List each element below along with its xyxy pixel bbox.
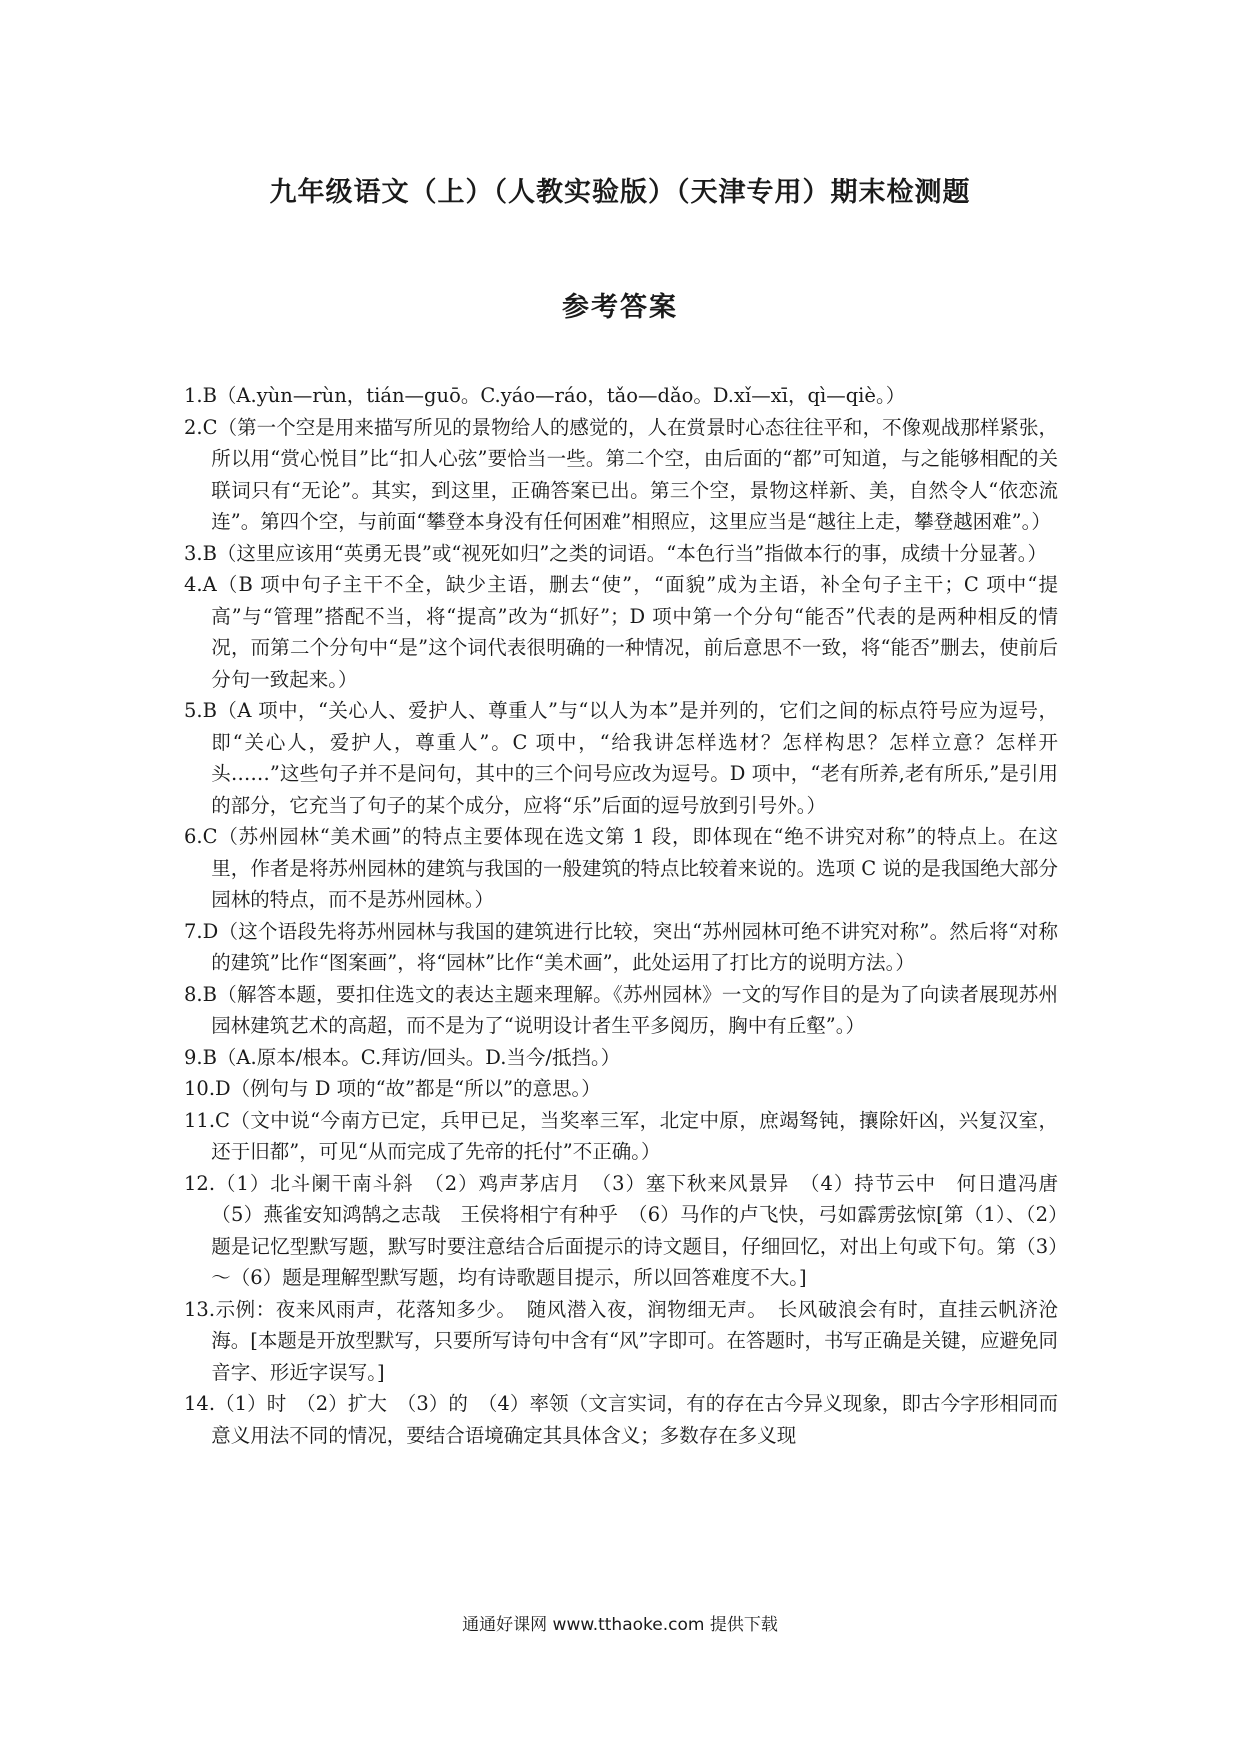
answer-item-8: 8.B（解答本题，要扣住选文的表达主题来理解。《苏州园林》一文的写作目的是为了向读者展现苏州园林建筑艺术的高超，而不是为了“说明设计者生平多阅历，胸中有丘壑”。） [184, 982, 1058, 1037]
answer-item-3: 3.B（这里应该用“英勇无畏”或“视死如归”之类的词语。“本色行当”指做本行的事，成绩十分显著。） [184, 541, 1047, 565]
document-subtitle: 参考答案 [562, 292, 678, 323]
answer-item-6: 6.C（苏州园林“美术画”的特点主要体现在选文第 1 段，即体现在“绝不讲究对称”的特点上。在这里，作者是将苏州园林的建筑与我国的一般建筑的特点比较着来说的。选项 C 说的是我国绝大部分园林的特点，而不是苏州园林。） [184, 825, 1058, 911]
answer-item-5: 5.B（A 项中，“关心人、爱护人、尊重人”与“以人为本”是并列的，它们之间的标点符号应为逗号，即“关心人，爱护人，尊重人”。C 项中，“给我讲怎样选材？怎样构思？怎样立意？怎样开头……”这些句子并不是问句，其中的三个问号应改为逗号。D 项中，“老有所养,老有所乐,”是引用的部分，它充当了句子的某个成分，应将“乐”后面的逗号放到引号外。） [184, 699, 1058, 817]
answer-item-14: 14.（1）时 （2）扩大 （3）的 （4）率领（文言实词，有的存在古今异义现象，即古今字形相同而意义用法不同的情况，要结合语境确定其具体含义；多数存在多义现 [184, 1392, 1058, 1447]
answer-item-9: 9.B（A.原本/根本。C.拜访/回头。D.当今/抵挡。） [184, 1045, 621, 1069]
answer-item-4: 4.A（B 项中句子主干不全，缺少主语，删去“使”，“面貌”成为主语，补全句子主干；C 项中“提高”与“管理”搭配不当，将“提高”改为“抓好”；D 项中第一个分句“能否”代表的是两种相反的情况，而第二个分句中“是”这个词代表很明确的一种情况，前后意思不一致，将“能否”删去，使前后分句一致起来。） [184, 573, 1058, 691]
answer-item-2: 2.C（第一个空是用来描写所见的景物给人的感觉的，人在赏景时心态往往平和，不像观战那样紧张，所以用“赏心悦目”比“扣人心弦”要恰当一些。第二个空，由后面的“都”可知道，与之能够相配的关联词只有“无论”。其实，到这里，正确答案已出。第三个空，景物这样新、美，自然令人“依恋流连”。第四个空，与前面“攀登本身没有任何困难”相照应，这里应当是“越往上走，攀登越困难”。） [184, 415, 1058, 533]
answer-item-1: 1.B（A.yùn—rùn，tián—guō。C.yáo—ráo，tǎo—dǎo。D.xǐ—xī，qì—qiè。） [184, 384, 906, 407]
document-title: 九年级语文（上）（人教实验版）（天津专用）期末检测题 [269, 177, 971, 208]
answer-item-13: 13.示例：夜来风雨声，花落知多少。 随风潜入夜，润物细无声。 长风破浪会有时，直挂云帆济沧海。[本题是开放型默写，只要所写诗句中含有“风”字即可。在答题时，书写正确是关键，应避免同音字、形近字误写。] [184, 1297, 1058, 1384]
page-footer: 通通好课网 www.tthaoke.com 提供下载 [462, 1615, 778, 1635]
answer-list [184, 380, 1078, 1451]
answer-item-11: 11.C（文中说“今南方已定，兵甲已足，当奖率三军，北定中原，庶竭驽钝，攘除奸凶，兴复汉室，还于旧都”，可见“从而完成了先帝的托付”不正确。） [184, 1108, 1058, 1163]
answer-item-10: 10.D（例句与 D 项的“故”都是“所以”的意思。） [184, 1077, 601, 1100]
answer-item-7: 7.D（这个语段先将苏州园林与我国的建筑进行比较，突出“苏州园林可绝不讲究对称”。然后将“对称的建筑”比作“图案画”，将“园林”比作“美术画”，此处运用了打比方的说明方法。） [184, 919, 1058, 974]
answer-item-12: 12.（1）北斗阑干南斗斜 （2）鸡声茅店月 （3）塞下秋来风景异 （4）持节云中 何日遣冯唐 （5）燕雀安知鸿鹄之志哉 王侯将相宁有种乎 （6）马作的卢飞快，弓如霹雳弦惊[第（1）、（2）题是记忆型默写题，默写时要注意结合后面提示的诗文题目，仔细回忆，对出上句或下句。第（3）～（6）题是理解型默写题，均有诗歌题目提示，所以回答难度不大。] [184, 1171, 1078, 1289]
